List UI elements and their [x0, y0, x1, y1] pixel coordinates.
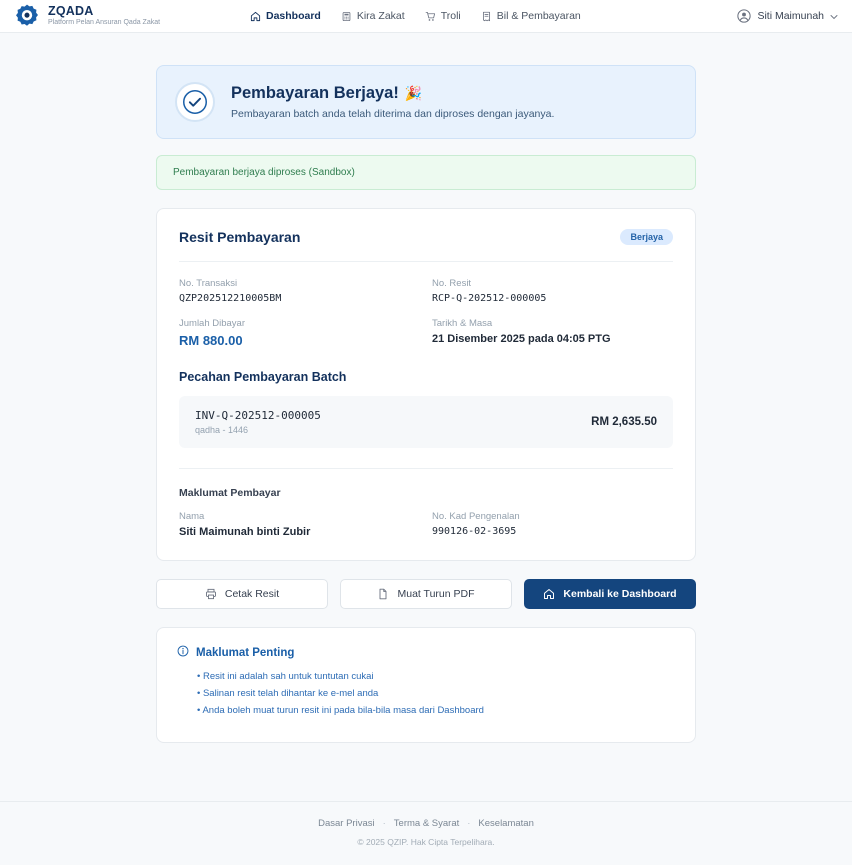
button-label: Cetak Resit	[224, 588, 280, 600]
content-column	[156, 65, 696, 743]
action-buttons	[156, 579, 696, 609]
footer-links	[0, 818, 852, 829]
user-menu[interactable]	[737, 9, 838, 23]
nav-label: Dashboard	[266, 10, 321, 22]
banner-title: Pembayaran Berjaya!	[231, 84, 399, 102]
payer-fields	[179, 511, 673, 538]
field-value: RM 880.00	[179, 333, 243, 348]
download-pdf-button[interactable]	[340, 579, 512, 609]
breakdown-row	[179, 396, 673, 448]
printer-icon	[205, 588, 217, 600]
info-list-item: • Resit ini adalah sah untuk tuntutan cukai	[197, 671, 675, 682]
gear-logo-icon	[14, 3, 40, 29]
breakdown-amount: RM 2,635.50	[591, 416, 657, 428]
field-tarikh-masa	[432, 318, 673, 348]
field-label: Tarikh & Masa	[432, 318, 493, 329]
status-badge: Berjaya	[620, 229, 673, 245]
banner-subtitle: Pembayaran batch anda telah diterima dan diproses dengan jayanya.	[231, 108, 555, 120]
button-label: Muat Turun PDF	[397, 588, 475, 600]
receipt-card	[156, 208, 696, 561]
brand-name: ZQADA	[48, 3, 94, 18]
important-info-box	[156, 627, 696, 743]
info-list	[177, 671, 675, 716]
divider	[179, 468, 673, 469]
field-label: No. Transaksi	[179, 278, 238, 289]
field-value: RCP-Q-202512-000005	[432, 293, 547, 304]
check-circle-icon	[175, 82, 215, 122]
field-no-resit	[432, 278, 673, 304]
separator-dot: ·	[382, 818, 386, 829]
app-footer	[0, 801, 852, 865]
button-label: Kembali ke Dashboard	[563, 588, 677, 600]
celebration-emoji: 🎉	[404, 85, 423, 101]
file-pdf-icon	[377, 588, 389, 600]
nav-label: Bil & Pembayaran	[496, 10, 581, 22]
footer-link-terms[interactable]: Terma & Syarat	[393, 818, 460, 829]
sandbox-note: Pembayaran berjaya diproses (Sandbox)	[156, 155, 696, 190]
field-no-kad-pengenalan	[432, 511, 673, 538]
info-circle-icon	[177, 644, 189, 662]
chevron-down-icon	[830, 12, 838, 20]
footer-link-security[interactable]: Keselamatan	[478, 818, 534, 829]
main-content	[0, 33, 852, 801]
breakdown-title: Pecahan Pembayaran Batch	[179, 370, 347, 384]
home-icon	[543, 588, 555, 600]
field-value: QZP202512210005BM	[179, 293, 282, 304]
success-banner	[156, 65, 696, 139]
nav-item-bil-pembayaran[interactable]	[481, 10, 581, 22]
footer-link-privacy[interactable]: Dasar Privasi	[318, 818, 375, 829]
separator-dot: ·	[467, 818, 471, 829]
field-value: 990126-02-3695	[432, 526, 517, 537]
nav-item-kira-zakat[interactable]	[341, 10, 405, 22]
main-nav	[250, 10, 581, 22]
app-header	[0, 0, 852, 33]
info-header	[177, 644, 675, 662]
brand[interactable]	[14, 3, 244, 29]
brand-tagline: Platform Pelan Ansuran Qada Zakat	[48, 18, 161, 26]
info-list-item: • Anda boleh muat turun resit ini pada bila-bila masa dari Dashboard	[197, 705, 675, 716]
field-label: No. Kad Pengenalan	[432, 511, 520, 522]
user-circle-icon	[737, 9, 751, 23]
field-jumlah-dibayar	[179, 318, 420, 348]
field-value: Siti Maimunah binti Zubir	[179, 526, 311, 538]
breakdown-subtitle: qadha - 1446	[195, 425, 249, 435]
banner-title-row	[231, 84, 554, 103]
field-value: 21 Disember 2025 pada 04:05 PTG	[432, 333, 611, 345]
receipt-icon	[481, 11, 492, 22]
home-icon	[250, 11, 261, 22]
field-no-transaksi	[179, 278, 420, 304]
receipt-fields	[179, 278, 673, 348]
nav-label: Kira Zakat	[356, 10, 405, 22]
divider	[179, 261, 673, 262]
breakdown-invoice-code: INV-Q-202512-000005	[195, 409, 321, 422]
receipt-header	[179, 229, 673, 245]
info-list-item: • Salinan resit telah dihantar ke e-mel anda	[197, 688, 675, 699]
user-name: Siti Maimunah	[757, 10, 824, 22]
receipt-title: Resit Pembayaran	[179, 229, 301, 245]
back-to-dashboard-button[interactable]	[524, 579, 696, 609]
print-receipt-button[interactable]	[156, 579, 328, 609]
nav-label: Troli	[440, 10, 461, 22]
info-title: Maklumat Penting	[196, 647, 295, 659]
field-label: No. Resit	[432, 278, 472, 289]
field-nama	[179, 511, 420, 538]
cart-icon	[425, 11, 436, 22]
nav-item-dashboard[interactable]	[250, 10, 321, 22]
calculator-icon	[341, 11, 352, 22]
nav-item-troli[interactable]	[425, 10, 461, 22]
field-label: Jumlah Dibayar	[179, 318, 245, 329]
payer-section-title: Maklumat Pembayar	[179, 487, 281, 499]
copyright-text: © 2025 QZIP. Hak Cipta Terpelihara.	[357, 837, 495, 847]
field-label: Nama	[179, 511, 205, 522]
